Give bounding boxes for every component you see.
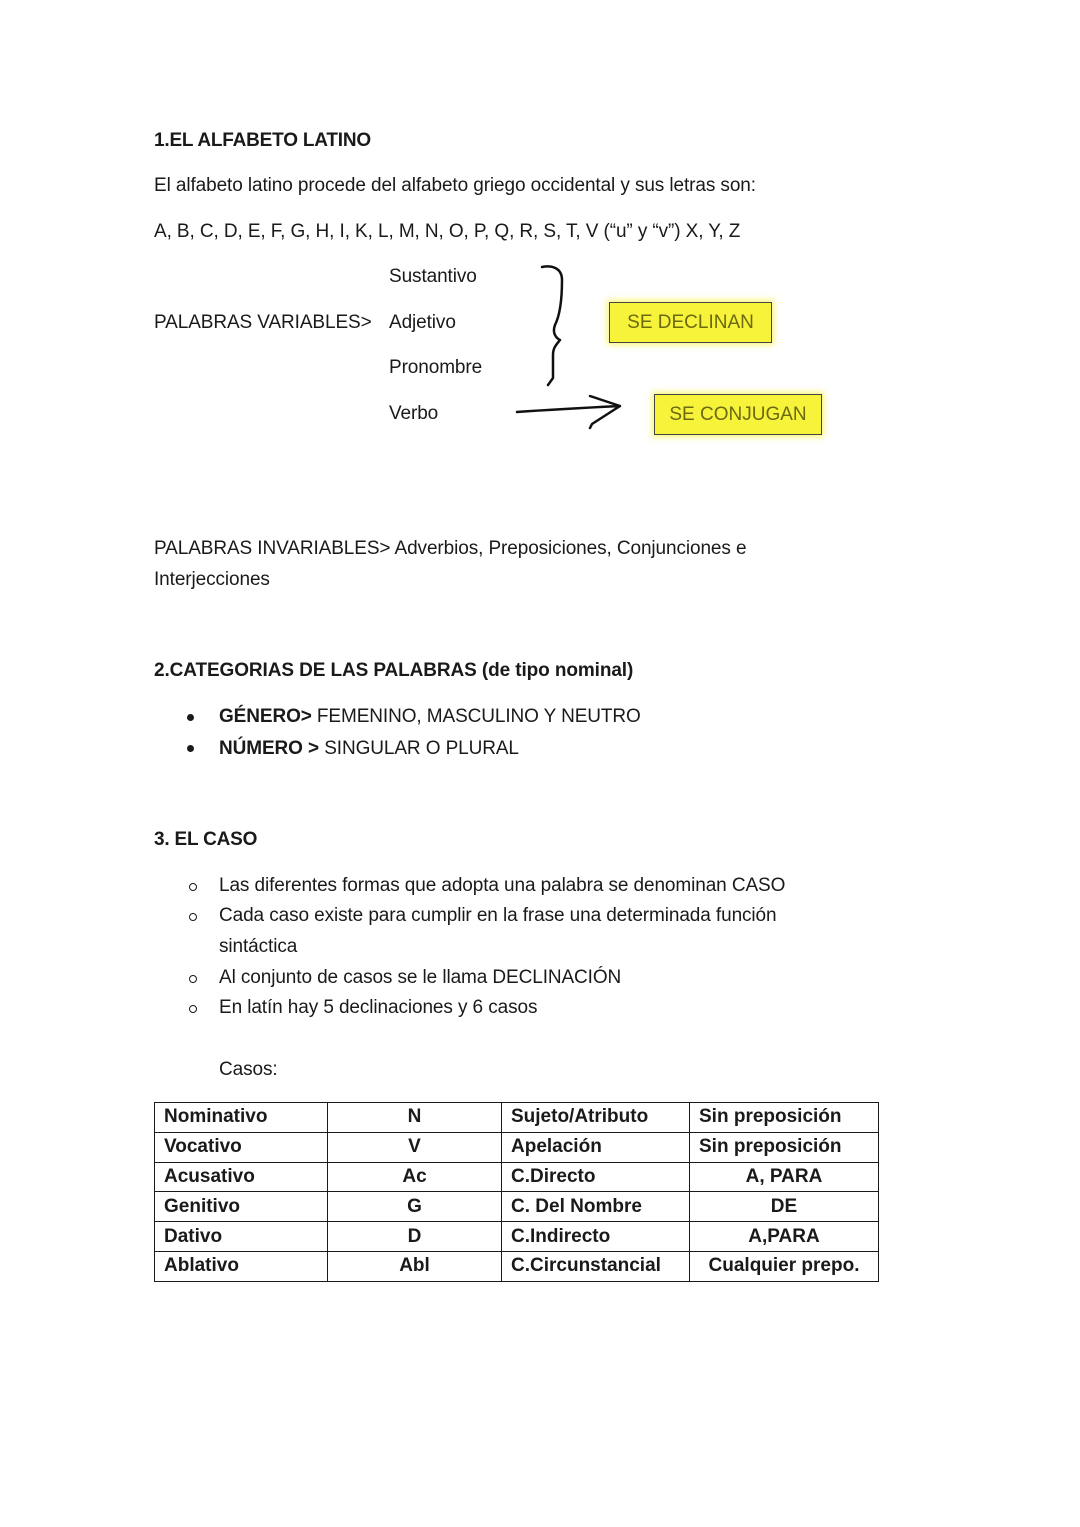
case-name: Nominativo [155,1103,328,1133]
circle-bullet-icon [189,975,197,983]
category-key: NÚMERO > [219,738,320,759]
case-function: C.Directo [502,1162,690,1192]
case-abbrev: V [328,1132,502,1162]
case-preposition: A,PARA [690,1222,879,1252]
case-abbrev: G [328,1192,502,1222]
casos-label: Casos: [219,1059,278,1080]
case-function: Sujeto/Atributo [502,1103,690,1133]
case-abbrev: Abl [328,1251,502,1281]
case-name: Acusativo [155,1162,328,1192]
variable-word-pronombre: Pronombre [389,357,483,378]
variables-label: PALABRAS VARIABLES> [154,312,372,333]
se-declinan-highlight: SE DECLINAN [609,302,772,343]
case-name: Vocativo [155,1132,328,1162]
table-row [155,1251,879,1281]
table-row [155,1162,879,1192]
case-preposition: Sin preposición [690,1103,879,1133]
caso-item: Las diferentes formas que adopta una palabra se denominan CASO [219,875,786,896]
section-2-title [154,660,633,682]
category-value: FEMENINO, MASCULINO Y NEUTRO [311,706,641,727]
invariables-line-1: PALABRAS INVARIABLES> Adverbios, Preposiciones, Conjunciones e [154,538,747,559]
caso-item: Cada caso existe para cumplir en la frase una determinada función [219,905,777,926]
caso-item: Al conjunto de casos se le llama DECLINACIÓN [219,967,622,988]
case-function: Apelación [502,1132,690,1162]
section-3-title: 3. EL CASO [154,829,258,850]
invariables-line-2: Interjecciones [154,569,270,590]
category-genero [219,706,641,728]
circle-bullet-icon [189,883,197,891]
category-value: SINGULAR O PLURAL [319,738,519,759]
case-abbrev: D [328,1222,502,1252]
table-row [155,1132,879,1162]
variable-word-sustantivo: Sustantivo [389,266,477,287]
bullet-icon [187,714,194,721]
case-preposition: DE [690,1192,879,1222]
case-name: Genitivo [155,1192,328,1222]
case-abbrev: N [328,1103,502,1133]
section-2-title-rest: (de tipo nominal) [476,660,634,681]
case-name: Ablativo [155,1251,328,1281]
case-function: C. Del Nombre [502,1192,690,1222]
category-key: GÉNERO> [219,706,312,727]
section-2-title-bold: 2.CATEGORIAS DE LAS PALABRAS [154,660,477,681]
case-preposition: A, PARA [690,1162,879,1192]
variable-word-verbo: Verbo [389,403,439,424]
arrow-icon [517,396,620,428]
alphabet-letters: A, B, C, D, E, F, G, H, I, K, L, M, N, O, P, Q, R, S, T, V (“u” y “v”) X, Y, Z [154,221,741,242]
case-preposition: Cualquier prepo. [690,1251,879,1281]
bullet-icon [187,745,194,752]
table-row [155,1222,879,1252]
case-function: C.Indirecto [502,1222,690,1252]
category-numero [219,738,519,760]
curly-brace-icon [542,266,562,385]
circle-bullet-icon [189,1005,197,1013]
cases-table [154,1102,879,1282]
table-row [155,1192,879,1222]
alphabet-intro: El alfabeto latino procede del alfabeto griego occidental y sus letras son: [154,175,756,196]
case-function: C.Circunstancial [502,1251,690,1281]
case-name: Dativo [155,1222,328,1252]
table-row [155,1103,879,1133]
variable-word-adjetivo: Adjetivo [389,312,456,333]
case-abbrev: Ac [328,1162,502,1192]
case-preposition: Sin preposición [690,1132,879,1162]
se-conjugan-highlight: SE CONJUGAN [654,394,822,435]
caso-item-continuation: sintáctica [219,936,298,957]
caso-item: En latín hay 5 declinaciones y 6 casos [219,997,538,1018]
circle-bullet-icon [189,913,197,921]
section-1-title: 1.EL ALFABETO LATINO [154,130,371,151]
